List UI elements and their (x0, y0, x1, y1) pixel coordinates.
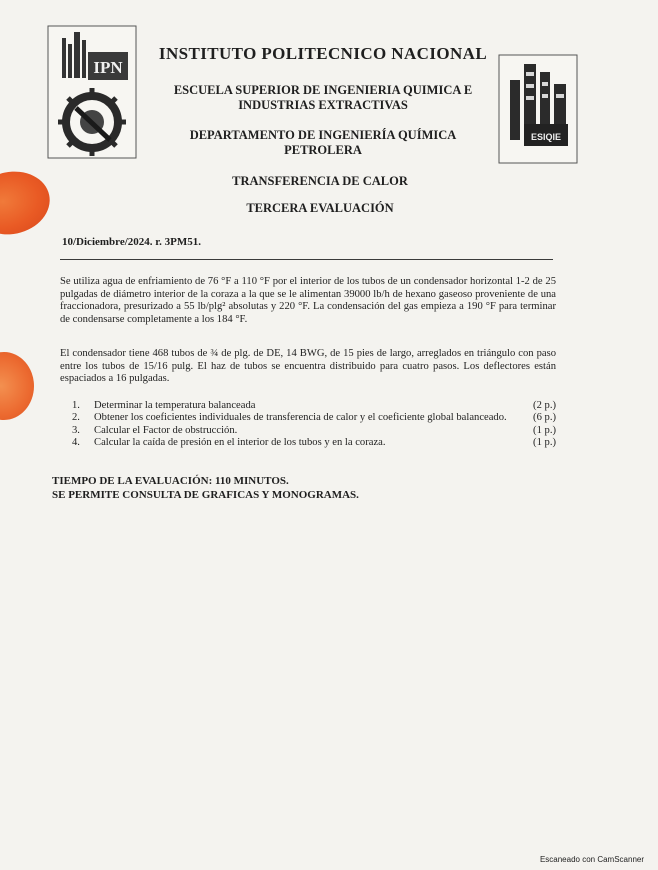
finger-top (0, 165, 56, 242)
task-points: (1 p.) (533, 424, 556, 436)
finger-bottom (0, 352, 34, 420)
svg-text:ESIQIE: ESIQIE (530, 132, 562, 142)
task-number: 1. (72, 400, 80, 411)
task-number: 2. (72, 412, 80, 424)
task-text: Obtener los coeficientes individuales de transferencia de calor y el coeficiente global balanceado. (94, 412, 507, 424)
school-name-line2: INDUSTRIAS EXTRACTIVAS (238, 98, 408, 112)
problem-paragraph-2: El condensador tiene 468 tubos de ¾ de plg. de DE, 14 BWG, de 15 pies de largo, arreglados en triángulo con paso entre los tubos de 15/16 pulg. El haz de tubos se encuentra distribuido para cuatro pasos. Los deflectores están espaciados a 16 pulgadas. (60, 348, 556, 385)
time-notice: TIEMPO DE LA EVALUACIÓN: 110 MINUTOS. (52, 475, 289, 487)
evaluation-title: TERCERA EVALUACIÓN (246, 201, 394, 215)
problem-paragraph-1: Se utiliza agua de enfriamiento de 76 °F a 110 °F por el interior de los tubos de un condensador horizontal 1-2 de 25 pulgadas de diámetro interior de la coraza a la que se le alimentan 39000 lb/h de hexano gaseoso proveniente de una fraccionadora, presurizado a 55 lb/plg² absolutas y 220 °F. La condensación del gas empieza a 190 °F para terminar de condensarse completamente a los 184 °F. (60, 276, 556, 325)
task-item (72, 400, 556, 412)
task-item (72, 412, 556, 424)
task-number: 4. (72, 437, 80, 449)
course-title: TRANSFERENCIA DE CALOR (232, 174, 408, 188)
exam-footer (52, 474, 359, 502)
institution-title: INSTITUTO POLITECNICO NACIONAL (158, 44, 488, 63)
task-text: Calcular el Factor de obstrucción. (94, 424, 238, 436)
svg-text:IPN: IPN (93, 58, 123, 77)
esiqie-logo (498, 54, 578, 164)
task-points: (2 p.) (533, 400, 556, 411)
divider (60, 259, 553, 260)
department-name-line2: PETROLERA (284, 143, 362, 157)
school-name-line1: ESCUELA SUPERIOR DE INGENIERIA QUIMICA E (173, 83, 473, 97)
task-item (72, 425, 556, 437)
task-list (72, 400, 556, 450)
task-points: (6 p.) (533, 412, 556, 424)
ipn-logo (46, 22, 140, 162)
task-item (72, 437, 556, 449)
department-name-line1: DEPARTAMENTO DE INGENIERÍA QUÍMICA (189, 128, 457, 142)
scanner-watermark: Escaneado con CamScanner (539, 855, 644, 864)
task-points: (1 p.) (533, 437, 556, 449)
consult-notice: SE PERMITE CONSULTA DE GRAFICAS Y MONOGRAMAS. (52, 489, 359, 501)
task-text: Determinar la temperatura balanceada (94, 400, 256, 411)
task-number: 3. (72, 424, 80, 436)
date-line: 10/Diciembre/2024. r. 3PM51. (62, 236, 202, 248)
task-text: Calcular la caída de presión en el interior de los tubos y en la coraza. (94, 437, 386, 449)
school-name (148, 83, 498, 113)
department-name (158, 128, 488, 158)
